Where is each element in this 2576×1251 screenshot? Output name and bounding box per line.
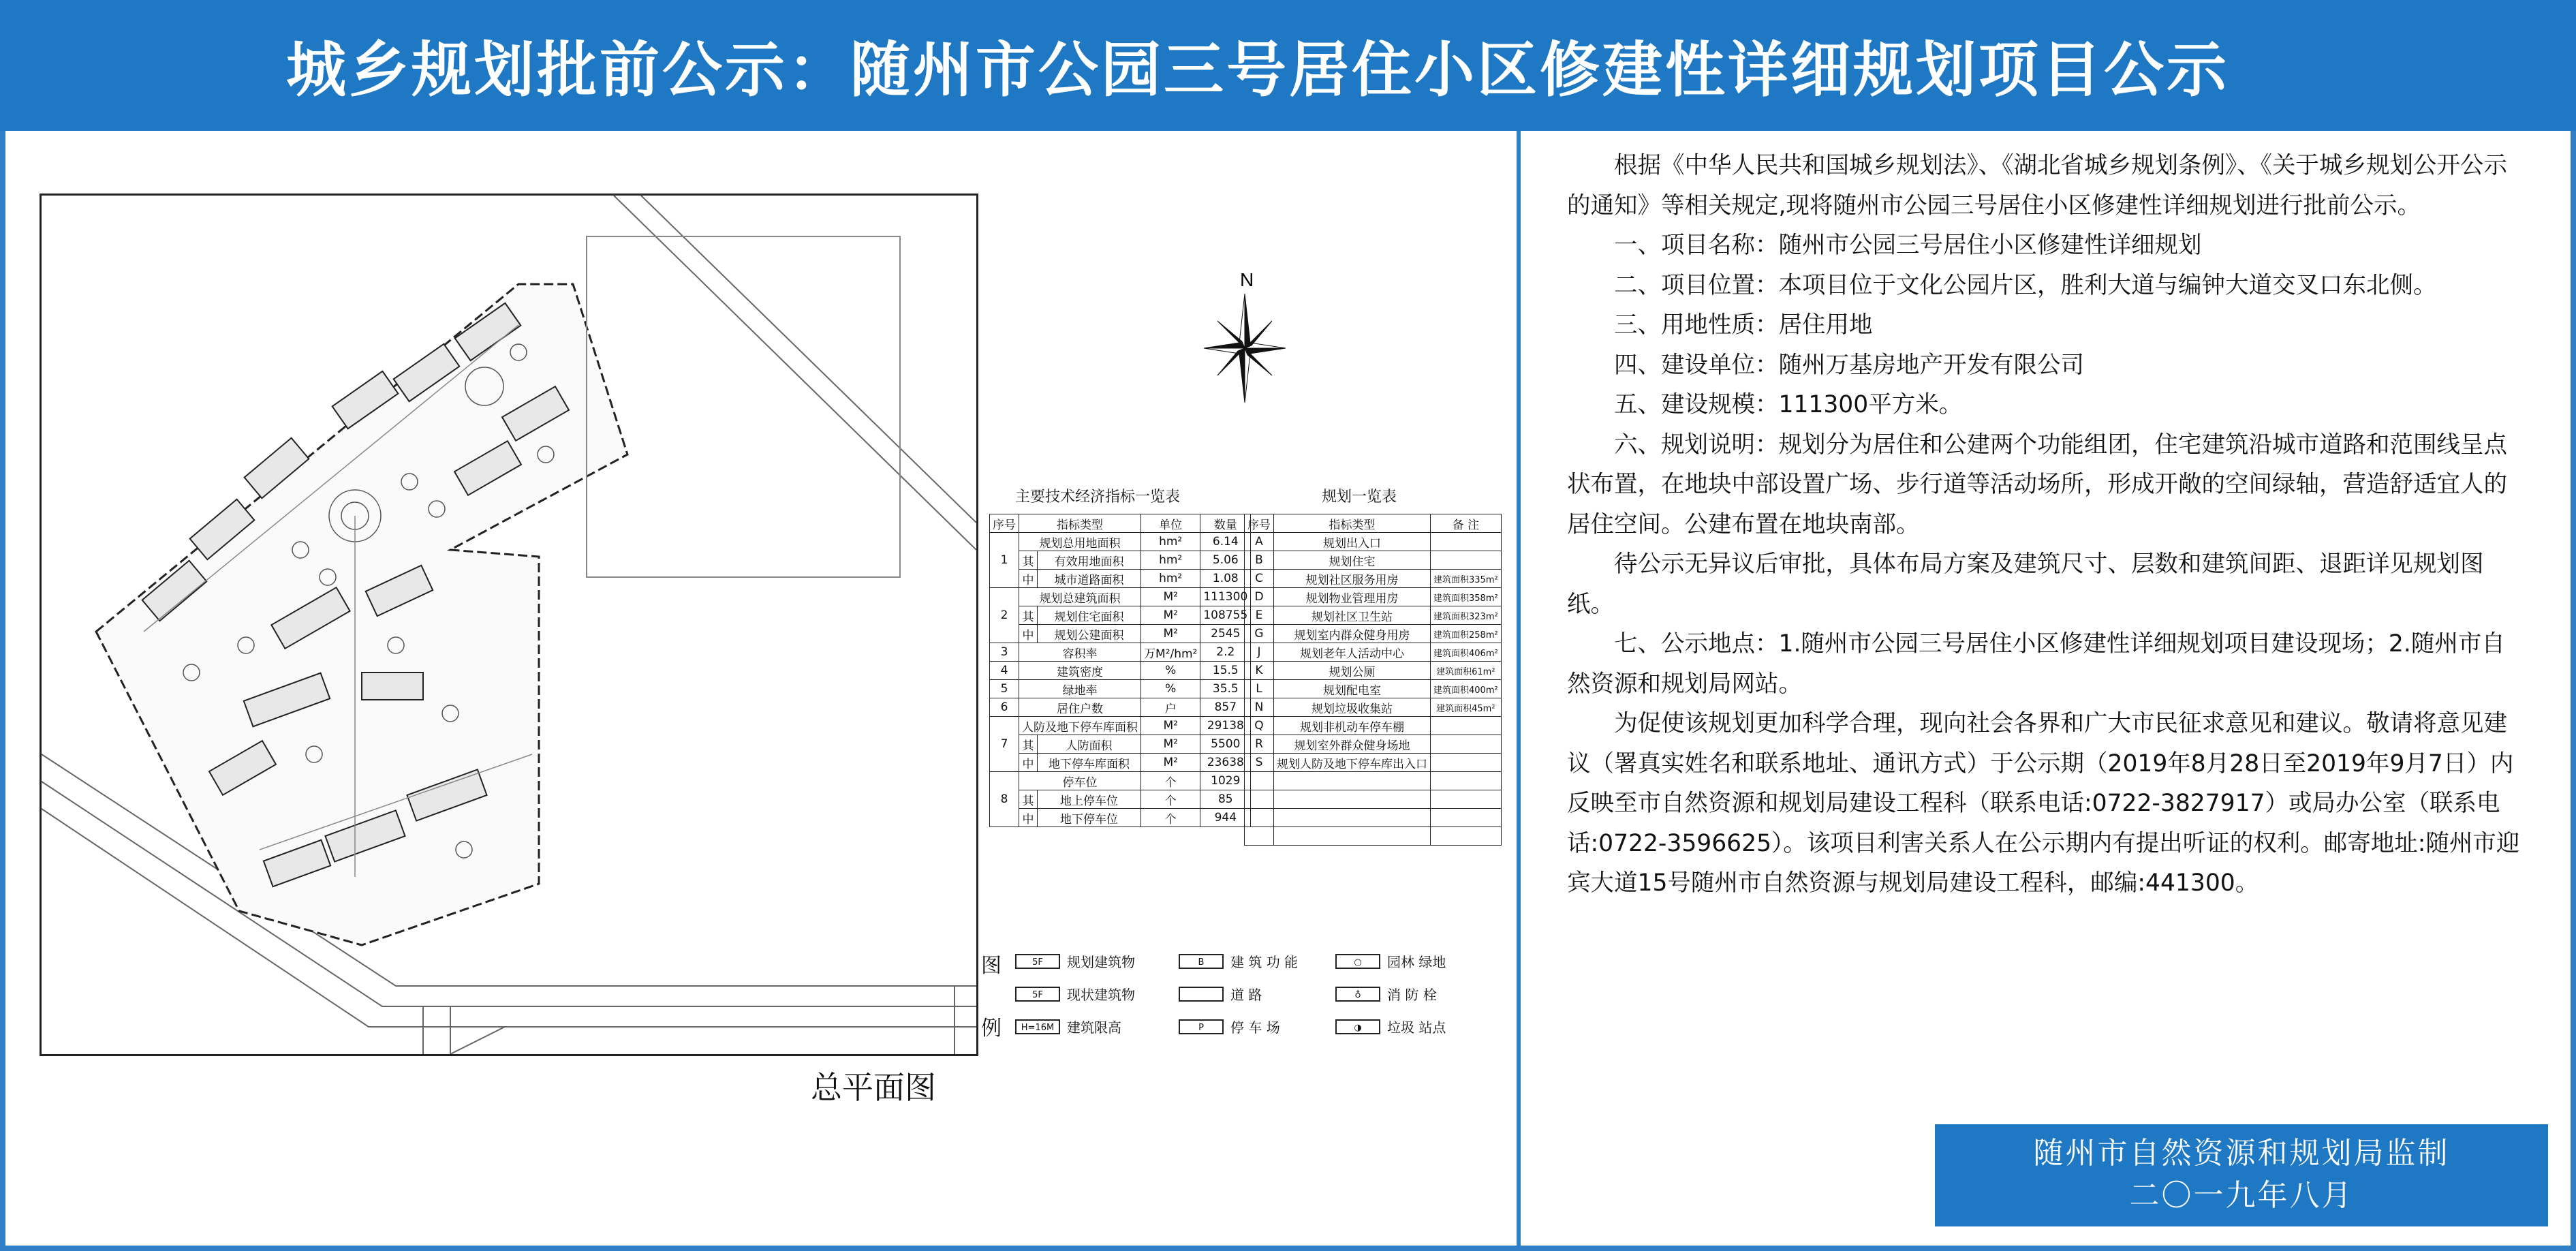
- table-cell: %: [1141, 680, 1200, 698]
- column-divider: [1517, 131, 1521, 1251]
- table-row: [990, 790, 1251, 809]
- table-row: [990, 717, 1251, 735]
- legend-item: [1335, 984, 1437, 1004]
- table-cell: 地下停车位: [1038, 809, 1141, 827]
- table-cell: 23638: [1200, 754, 1251, 772]
- legend-label: 建 筑 功 能: [1230, 954, 1299, 970]
- table-cell: [1274, 827, 1431, 846]
- table-cell: %: [1141, 662, 1200, 680]
- table-cell: [1431, 809, 1502, 827]
- legend: [981, 948, 1472, 1057]
- table-cell: 规划人防及地下停车库出入口: [1274, 754, 1431, 772]
- legend-item: [1015, 951, 1135, 971]
- table-cell: 规划配电室: [1274, 680, 1431, 698]
- table-cell: [1431, 772, 1502, 790]
- north-arrow: [1200, 270, 1289, 406]
- table-cell: 建筑面积335m²: [1431, 570, 1502, 588]
- table-cell: 个: [1141, 772, 1200, 790]
- table-cell: M²: [1141, 754, 1200, 772]
- legend-label: 规划建筑物: [1067, 954, 1135, 970]
- table-cell: 人防及地下停车库面积: [1019, 717, 1141, 735]
- table-row: [990, 570, 1251, 588]
- table-cell: 5500: [1200, 735, 1251, 754]
- table-cell: 建筑面积258m²: [1431, 625, 1502, 643]
- table-row: [1245, 606, 1502, 625]
- table-row: [990, 606, 1251, 625]
- table-row: [1245, 754, 1502, 772]
- table-row: [1245, 827, 1502, 846]
- table-row: [1245, 809, 1502, 827]
- table-cell: [1431, 735, 1502, 754]
- legend-symbol-icon: 5F: [1015, 954, 1060, 969]
- table-cell: 中: [1019, 570, 1038, 588]
- table-cell: 108755: [1200, 606, 1251, 625]
- table-row: [990, 588, 1251, 606]
- table-cell: N: [1245, 698, 1274, 717]
- table-row: [1245, 551, 1502, 570]
- table-row: [990, 772, 1251, 790]
- table-cell: [1245, 772, 1274, 790]
- table-cell: 1.08: [1200, 570, 1251, 588]
- table-cell: [1274, 772, 1431, 790]
- table-cell: B: [1245, 551, 1274, 570]
- table-cell: [1245, 809, 1274, 827]
- notice-paragraph: 七、公示地点：1.随州市公园三号居住小区修建性详细规划项目建设现场；2.随州市自然资源和规划局网站。: [1567, 630, 2505, 698]
- table-cell: 地上停车位: [1038, 790, 1141, 809]
- header-cell: 序号: [1245, 514, 1274, 533]
- table-cell: M²: [1141, 717, 1200, 735]
- table-cell: 中: [1019, 625, 1038, 643]
- table-cell: 规划住宅: [1274, 551, 1431, 570]
- title-bar: [0, 0, 2576, 131]
- table-row: [1245, 643, 1502, 662]
- table-cell: 其: [1019, 551, 1038, 570]
- table-cell: Q: [1245, 717, 1274, 735]
- table-row: [990, 698, 1251, 717]
- table-cell: [1431, 717, 1502, 735]
- table-row: [990, 551, 1251, 570]
- table-cell: 29138: [1200, 717, 1251, 735]
- table-cell: 规划社区卫生站: [1274, 606, 1431, 625]
- table-cell: 7: [990, 717, 1019, 772]
- issue-date: 二〇一九年八月: [2129, 1178, 2354, 1213]
- legend-symbol-icon: ♁: [1335, 987, 1380, 1002]
- table-cell: [1431, 754, 1502, 772]
- table-cell: S: [1245, 754, 1274, 772]
- table-cell: 其: [1019, 735, 1038, 754]
- notice-paragraph: 一、项目名称：随州市公园三号居住小区修建性详细规划: [1614, 232, 2202, 259]
- table-cell: hm²: [1141, 570, 1200, 588]
- table-cell: 规划室内群众健身用房: [1274, 625, 1431, 643]
- site-plan-drawing: [42, 196, 976, 1054]
- legend-item: [1335, 951, 1446, 971]
- site-plan-map: [40, 194, 978, 1056]
- table-cell: 1: [990, 533, 1019, 588]
- table-cell: 万M²/hm²: [1141, 643, 1200, 662]
- legend-symbol-icon: P: [1179, 1019, 1224, 1034]
- tech-indicators-table: [989, 514, 1251, 827]
- table-cell: 地下停车库面积: [1038, 754, 1141, 772]
- map-caption: 总平面图: [811, 1069, 936, 1106]
- header-cell: 指标类型: [1019, 514, 1141, 533]
- table-cell: 规划总建筑面积: [1019, 588, 1141, 606]
- table-cell: 建筑面积61m²: [1431, 662, 1502, 680]
- header-cell: 单位: [1141, 514, 1200, 533]
- table-header-row: [990, 514, 1251, 533]
- table-cell: K: [1245, 662, 1274, 680]
- legend-symbol-icon: B: [1179, 954, 1224, 969]
- legend-label: 垃圾 站点: [1387, 1019, 1446, 1036]
- table-cell: R: [1245, 735, 1274, 754]
- table-cell: 户: [1141, 698, 1200, 717]
- table-cell: 有效用地面积: [1038, 551, 1141, 570]
- notice-paragraph: 为促使该规划更加科学合理，现向社会各界和广大市民征求意见和建议。敬请将意见建议（署真实姓名和联系地址、通讯方式）于公示期（2019年8月28日至2019年9月7日）内反映至市自然资源和规划局建设工程科（联系电话:0722-3827917）或局办公室（联系电话:0722-3596625）。该项目利害关系人在公示期内有提出听证的权利。邮寄地址:随州市迎宾大道15号随州市自然资源与规划局建设工程科，邮编:441300。: [1567, 710, 2520, 897]
- legend-item: [1179, 951, 1298, 971]
- table-cell: 容积率: [1019, 643, 1141, 662]
- table-cell: 人防面积: [1038, 735, 1141, 754]
- table-row: [1245, 790, 1502, 809]
- table1-title: 主要技术经济指标一览表: [1015, 489, 1181, 506]
- table-cell: G: [1245, 625, 1274, 643]
- table-cell: 3: [990, 643, 1019, 662]
- table-row: [1245, 533, 1502, 551]
- compass-rose-icon: [1200, 270, 1289, 406]
- table-row: [990, 680, 1251, 698]
- table-cell: 个: [1141, 809, 1200, 827]
- table-cell: 2: [990, 588, 1019, 643]
- legend-symbol-icon: ○: [1335, 954, 1380, 969]
- table-cell: 建筑密度: [1019, 662, 1141, 680]
- table-cell: 857: [1200, 698, 1251, 717]
- table-row: [1245, 735, 1502, 754]
- table-cell: 规划社区服务用房: [1274, 570, 1431, 588]
- table-cell: 944: [1200, 809, 1251, 827]
- table-cell: 6: [990, 698, 1019, 717]
- table-cell: [1431, 551, 1502, 570]
- legend-label: 建筑限高: [1067, 1019, 1121, 1036]
- legend-label: 道 路: [1230, 987, 1262, 1003]
- table-cell: 规划非机动车停车棚: [1274, 717, 1431, 735]
- legend-item: [1335, 1017, 1446, 1036]
- notice-paragraph: 四、建设单位：随州万基房地产开发有限公司: [1614, 351, 2084, 379]
- table-cell: 4: [990, 662, 1019, 680]
- table-cell: 2545: [1200, 625, 1251, 643]
- table-cell: 中: [1019, 809, 1038, 827]
- notice-text: [1567, 146, 2521, 904]
- table-cell: M²: [1141, 606, 1200, 625]
- header-cell: 备 注: [1431, 514, 1502, 533]
- table-cell: M²: [1141, 735, 1200, 754]
- table-row: [1245, 680, 1502, 698]
- legend-symbol-icon: ◑: [1335, 1019, 1380, 1034]
- notice-paragraph: 待公示无异议后审批，具体布局方案及建筑尺寸、层数和建筑间距、退距详见规划图纸。: [1567, 551, 2484, 618]
- table-cell: [1431, 533, 1502, 551]
- table-cell: 规划公建面积: [1038, 625, 1141, 643]
- issuer-name: 随州市自然资源和规划局监制: [2033, 1136, 2450, 1171]
- table-row: [1245, 772, 1502, 790]
- header-cell: 指标类型: [1274, 514, 1431, 533]
- table-cell: 35.5: [1200, 680, 1251, 698]
- legend-label: 现状建筑物: [1067, 987, 1135, 1003]
- table-cell: 6.14: [1200, 533, 1251, 551]
- table-cell: M²: [1141, 625, 1200, 643]
- table-cell: [1274, 790, 1431, 809]
- table-row: [990, 754, 1251, 772]
- table-cell: 规划公厕: [1274, 662, 1431, 680]
- table-cell: 建筑面积45m²: [1431, 698, 1502, 717]
- legend-symbol-icon: 5F: [1015, 987, 1060, 1002]
- legend-label: 园林 绿地: [1387, 954, 1446, 970]
- table-row: [990, 533, 1251, 551]
- planning-list-table: [1244, 514, 1502, 846]
- north-label: N: [1240, 270, 1254, 290]
- table-row: [1245, 570, 1502, 588]
- table-cell: M²: [1141, 588, 1200, 606]
- table-cell: 建筑面积358m²: [1431, 588, 1502, 606]
- table-cell: 1029: [1200, 772, 1251, 790]
- table-row: [1245, 698, 1502, 717]
- table-cell: 2.2: [1200, 643, 1251, 662]
- table-cell: D: [1245, 588, 1274, 606]
- legend-item: [1015, 984, 1135, 1004]
- notice-paragraph: 根据《中华人民共和国城乡规划法》、《湖北省城乡规划条例》、《关于城乡规划公开公示的通知》等相关规定,现将随州市公园三号居住小区修建性详细规划进行批前公示。: [1567, 152, 2507, 219]
- table-cell: 规划住宅面积: [1038, 606, 1141, 625]
- table-row: [1245, 717, 1502, 735]
- table-cell: 绿地率: [1019, 680, 1141, 698]
- table-cell: 规划总用地面积: [1019, 533, 1141, 551]
- table-cell: 其: [1019, 790, 1038, 809]
- table-cell: 规划出入口: [1274, 533, 1431, 551]
- table-row: [990, 625, 1251, 643]
- table-cell: 111300: [1200, 588, 1251, 606]
- table-cell: 建筑面积400m²: [1431, 680, 1502, 698]
- table-cell: 中: [1019, 754, 1038, 772]
- table-cell: 规划室外群众健身场地: [1274, 735, 1431, 754]
- legend-symbol-icon: H=16M: [1015, 1019, 1060, 1034]
- table-cell: 规划老年人活动中心: [1274, 643, 1431, 662]
- table-cell: A: [1245, 533, 1274, 551]
- table-cell: [1431, 790, 1502, 809]
- table-cell: [1245, 790, 1274, 809]
- table-cell: hm²: [1141, 551, 1200, 570]
- legend-label: 消 防 栓: [1387, 987, 1437, 1003]
- legend-char: 例: [981, 1017, 1002, 1040]
- table-cell: 居住户数: [1019, 698, 1141, 717]
- page-title: 城乡规划批前公示：随州市公园三号居住小区修建性详细规划项目公示: [286, 35, 2230, 105]
- table-cell: J: [1245, 643, 1274, 662]
- legend-char: 图: [981, 954, 1002, 978]
- table-row: [1245, 662, 1502, 680]
- table-cell: 规划垃圾收集站: [1274, 698, 1431, 717]
- notice-paragraph: 二、项目位置：本项目位于文化公园片区，胜利大道与编钟大道交叉口东北侧。: [1614, 271, 2437, 299]
- header-cell: 数量: [1200, 514, 1251, 533]
- table-cell: 停车位: [1019, 772, 1141, 790]
- table-cell: 城市道路面积: [1038, 570, 1141, 588]
- table-cell: [1245, 827, 1274, 846]
- table-cell: L: [1245, 680, 1274, 698]
- header-cell: 序号: [990, 514, 1019, 533]
- legend-item: [1015, 1017, 1121, 1036]
- notice-paragraph: 三、用地性质：居住用地: [1614, 311, 1873, 339]
- table-cell: 5.06: [1200, 551, 1251, 570]
- table-cell: E: [1245, 606, 1274, 625]
- notice-paragraph: 五、建设规模：111300平方米。: [1614, 391, 1963, 418]
- table-cell: 建筑面积406m²: [1431, 643, 1502, 662]
- table-cell: 其: [1019, 606, 1038, 625]
- table-cell: hm²: [1141, 533, 1200, 551]
- legend-item: [1179, 1017, 1280, 1036]
- table-cell: [1431, 827, 1502, 846]
- table-cell: 85: [1200, 790, 1251, 809]
- legend-item: [1179, 984, 1262, 1004]
- table-row: [990, 735, 1251, 754]
- table-header-row: [1245, 514, 1502, 533]
- table-row: [1245, 625, 1502, 643]
- table-row: [990, 662, 1251, 680]
- table-row: [990, 809, 1251, 827]
- table-cell: 规划物业管理用房: [1274, 588, 1431, 606]
- table-cell: 8: [990, 772, 1019, 827]
- table-cell: C: [1245, 570, 1274, 588]
- table-row: [1245, 588, 1502, 606]
- legend-symbol-icon: [1179, 987, 1224, 1002]
- issuer-footer: [1935, 1124, 2548, 1226]
- table-cell: [1274, 809, 1431, 827]
- notice-paragraph: 六、规划说明：规划分为居住和公建两个功能组团，住宅建筑沿城市道路和范围线呈点状布置，在地块中部设置广场、步行道等活动场所，形成开敞的空间绿轴，营造舒适宜人的居住空间。公建布置在地块南部。: [1567, 431, 2507, 538]
- table-cell: 个: [1141, 790, 1200, 809]
- table-cell: 15.5: [1200, 662, 1251, 680]
- table-cell: 建筑面积323m²: [1431, 606, 1502, 625]
- legend-label: 停 车 场: [1230, 1019, 1280, 1036]
- table2-title: 规划一览表: [1322, 489, 1397, 506]
- table-row: [990, 643, 1251, 662]
- table-cell: 5: [990, 680, 1019, 698]
